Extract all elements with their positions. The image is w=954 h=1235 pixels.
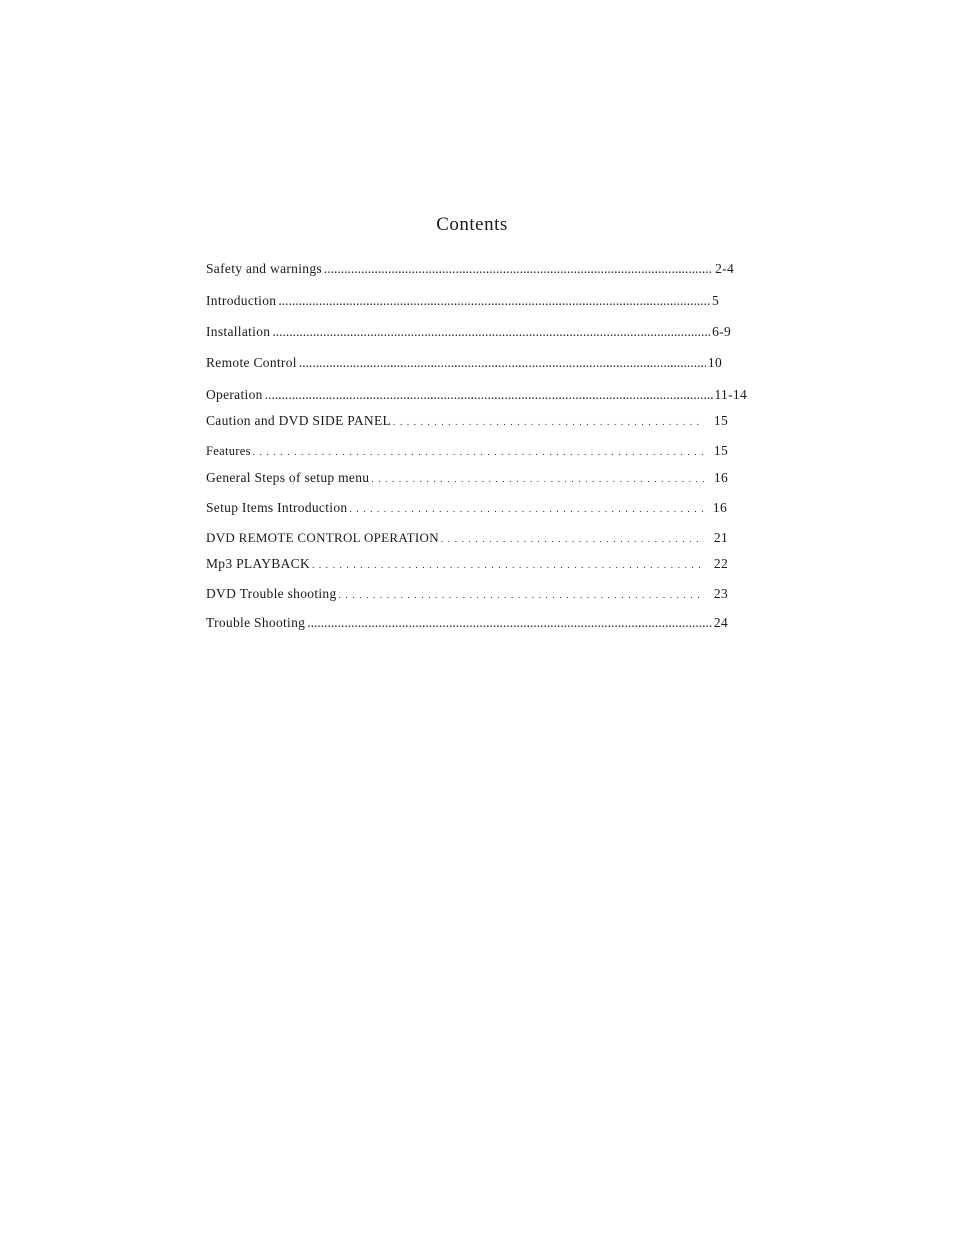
toc-entry-label: DVD Trouble shooting <box>206 586 337 601</box>
toc-entry-page: 2-4 <box>715 261 734 276</box>
toc-entry-installation <box>206 324 731 340</box>
dot-leader <box>272 324 710 340</box>
toc-entry-label: Trouble Shooting <box>206 615 306 630</box>
toc-entry-page: 6-9 <box>712 324 731 339</box>
toc-entry-operation <box>206 387 747 403</box>
dot-leader <box>253 443 704 459</box>
toc-entry-label: Features <box>206 444 251 458</box>
table-of-contents <box>206 0 751 700</box>
toc-entry-page: 24 <box>713 615 728 630</box>
toc-entry-page: 15 <box>713 443 728 458</box>
dot-leader <box>312 556 704 572</box>
toc-entry-trouble-shooting <box>206 615 728 631</box>
toc-entry-label: Safety and warnings <box>206 261 322 276</box>
toc-entry-dvd-trouble <box>206 586 728 602</box>
toc-entry-page: 5 <box>711 293 719 308</box>
toc-entry-label: DVD REMOTE CONTROL OPERATION <box>206 530 439 545</box>
dot-leader <box>349 500 702 516</box>
dot-leader <box>265 387 713 403</box>
toc-entry-setup-items <box>206 500 727 516</box>
toc-entry-caution <box>206 413 728 429</box>
toc-entry-page: 10 <box>707 355 722 370</box>
toc-entry-page: 11-14 <box>714 387 747 402</box>
toc-entry-remote-control <box>206 355 722 371</box>
dot-leader <box>441 530 704 546</box>
dot-leader <box>307 615 712 631</box>
dot-leader <box>339 586 704 602</box>
dot-leader <box>393 413 704 429</box>
toc-entry-label: General Steps of setup menu <box>206 470 370 485</box>
toc-entry-label: Mp3 PLAYBACK <box>206 556 310 571</box>
dot-leader <box>299 355 706 371</box>
toc-entry-label: Installation <box>206 324 271 339</box>
toc-entry-page: 16 <box>713 470 728 485</box>
toc-entry-label: Caution and DVD SIDE PANEL <box>206 413 392 428</box>
toc-entry-setup-steps <box>206 470 728 486</box>
toc-entry-mp3-playback <box>206 556 728 572</box>
toc-entry-page: 21 <box>713 530 728 545</box>
toc-entry-label: Setup Items Introduction <box>206 500 348 515</box>
dot-leader <box>324 261 713 277</box>
toc-entry-label: Introduction <box>206 293 277 308</box>
toc-entry-page: 23 <box>713 586 728 601</box>
page-title: Contents <box>436 214 508 235</box>
toc-entry-dvd-remote <box>206 530 728 546</box>
toc-entry-page: 22 <box>713 556 728 571</box>
toc-entry-label: Operation <box>206 387 263 402</box>
toc-entry-label: Remote Control <box>206 355 297 370</box>
toc-entry-page: 15 <box>713 413 728 428</box>
toc-entry-introduction <box>206 293 719 309</box>
toc-entry-page: 16 <box>712 500 727 515</box>
dot-leader <box>278 293 710 309</box>
dot-leader <box>371 470 704 486</box>
toc-entry-features <box>206 443 728 459</box>
toc-entry-safety <box>206 261 734 277</box>
